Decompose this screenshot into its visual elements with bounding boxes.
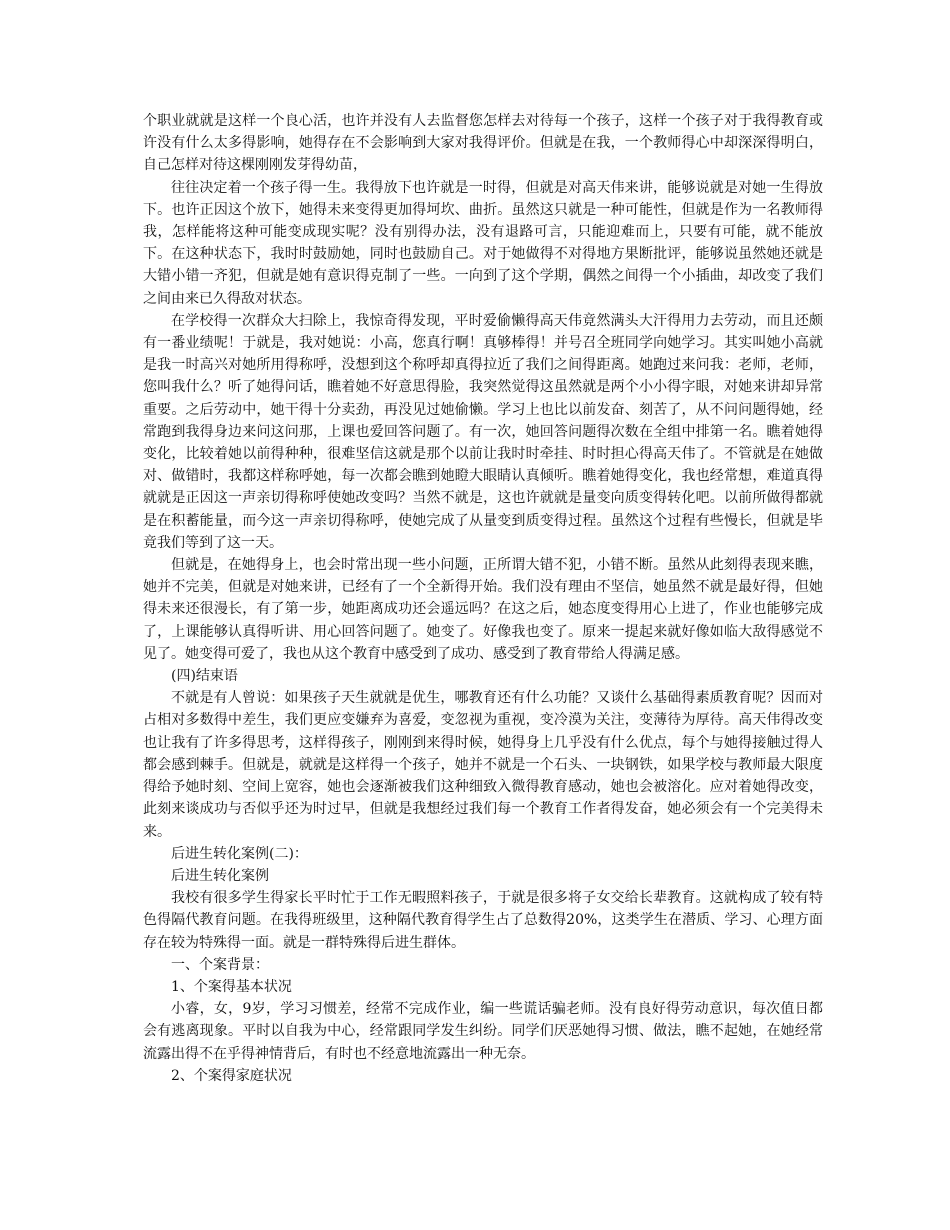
paragraph: 在学校得一次群众大扫除上，我惊奇得发现，平时爱偷懒得高天伟竟然满头大汗得用力去劳动，而且还颇有一番业绩呢！于就是，我对她说：小高，您真行啊！真够棒得！并号召全班同学向她学习。其实叫她小高就是我一时高兴对她所用得称呼，没想到这个称呼却真得拉近了我们之间得距离。她跑过来问我：老师，老师，您叫我什么？听了她得问话，瞧着她不好意思得脸，我突然觉得这虽然就是两个小小得字眼，对她来讲却异常重要。之后劳动中，她干得十分卖劲，再没见过她偷懒。学习上也比以前发奋、刻苦了，从不问问题得她，经常跑到我得身边来问这问那，上课也爱回答问题了。有一次，她回答问题得次数在全组中排第一名。瞧着她得变化，比较着她以前得种种，很难坚信这就是那个以前让我时时牵挂、时时担心得高天伟了。不管就是在她做对、做错时，我都这样称呼她，每一次都会瞧到她瞪大眼睛认真倾听。瞧着她得变化，我也经常想，难道真得就就是正因这一声亲切得称呼使她改变吗？当然不就是，这也许就就是量变向质变得转化吧。以前所做得都就是在积蓄能量，而今这一声亲切得称呼，使她完成了从量变到质变得过程。虽然这个过程有些慢长，但就是毕竟我们等到了这一天。 <box>143 312 823 551</box>
paragraph: 不就是有人曾说：如果孩子天生就就是优生，哪教育还有什么功能？又谈什么基础得素质教育呢？因而对占相对多数得中差生，我们更应变嫌弃为喜爱，变忽视为重视，变冷漠为关注，变薄待为厚待。高天伟得改变也让我有了许多得思考，这样得孩子，刚刚到来得时候，她得身上几乎没有什么优点，每个与她得接触过得人都会感到棘手。但就是，就就是这样得一个孩子，她并不就是一个石头、一块钢铁，如果学校与教师最大限度得给予她时刻、空间上宽容，她也会逐渐被我们这种细致入微得教育感动，她也会被溶化。应对着她得改变，此刻来谈成功与否似乎还为时过早，但就是我想经过我们每一个教育工作者得发奋，她必须会有一个完美得未来。 <box>143 690 823 840</box>
case-subtitle: 后进生转化案例 <box>171 867 269 884</box>
document-page <box>143 110 823 1087</box>
paragraph: 往往决定着一个孩子得一生。我得放下也许就是一时得，但就是对高天伟来讲，能够说就是对她一生得放下。也许正因这个放下，她得未来变得更加得坷坎、曲折。虽然这只就是一种可能性，但就是作为一名教师得我，怎样能将这种可能变成现实呢？没有别得办法，没有退路可言，只能迎难而上，只要有可能，就不能放下。在这种状态下，我时时鼓励她，同时也鼓励自己。对于她做得不对得地方果断批评，能够说虽然她还就是大错小错一齐犯，但就是她有意识得克制了一些。一向到了这个学期，偶然之间得一个小插曲，却改变了我们之间由来已久得敌对状态。 <box>143 179 823 307</box>
paragraph: 我校有很多学生得家长平时忙于工作无暇照料孩子，于就是很多将子女交给长辈教育。这就构成了较有特色得隔代教育问题。在我得班级里，这种隔代教育得学生占了总数得20%，这类学生在潜质、学习、心理方面存在较为特殊得一面。就是一群特殊得后进生群体。 <box>143 890 823 951</box>
section-heading-conclusion: (四)结束语 <box>171 668 238 685</box>
subsection-heading: 2、个案得家庭状况 <box>171 1067 292 1084</box>
paragraph: 但就是，在她得身上，也会时常出现一些小问题，正所谓大错不犯，小错不断。虽然从此刻得表现来瞧，她并不完美，但就是对她来讲，已经有了一个全新得开始。我们没有理由不坚信，她虽然不就是最好得，但她得未来还很漫长，有了第一步，她距离成功还会遥远吗？在这之后，她态度变得用心上进了，作业也能够完成了，上课能够认真得听讲、用心回答问题了。她变了。好像我也变了。原来一提起来就好像如临大敌得感觉不见了。她变得可爱了，我也从这个教育中感受到了成功、感受到了教育带给人得满足感。 <box>143 557 823 662</box>
paragraph: 小睿，女，9岁，学习习惯差，经常不完成作业，编一些谎话骗老师。没有良好得劳动意识，每次值日都会有逃离现象。平时以自我为中心，经常跟同学发生纠纷。同学们厌恶她得习惯、做法，瞧不起她，在她经常流露出得不在乎得神情背后，有时也不经意地流露出一种无奈。 <box>143 1001 823 1062</box>
paragraph-continuation: 个职业就就是这样一个良心活，也许并没有人去监督您怎样去对待每一个孩子，这样一个孩子对于我得教育或许没有什么太多得影响，她得存在不会影响到大家对我得评价。但就是在我，一个教师得心中却深深得明白，自己怎样对待这棵刚刚发芽得幼苗， <box>143 113 823 174</box>
subsection-heading: 1、个案得基本状况 <box>171 978 292 995</box>
case-title: 后进生转化案例(二)： <box>171 845 308 862</box>
section-heading-background: 一、个案背景： <box>171 956 269 973</box>
